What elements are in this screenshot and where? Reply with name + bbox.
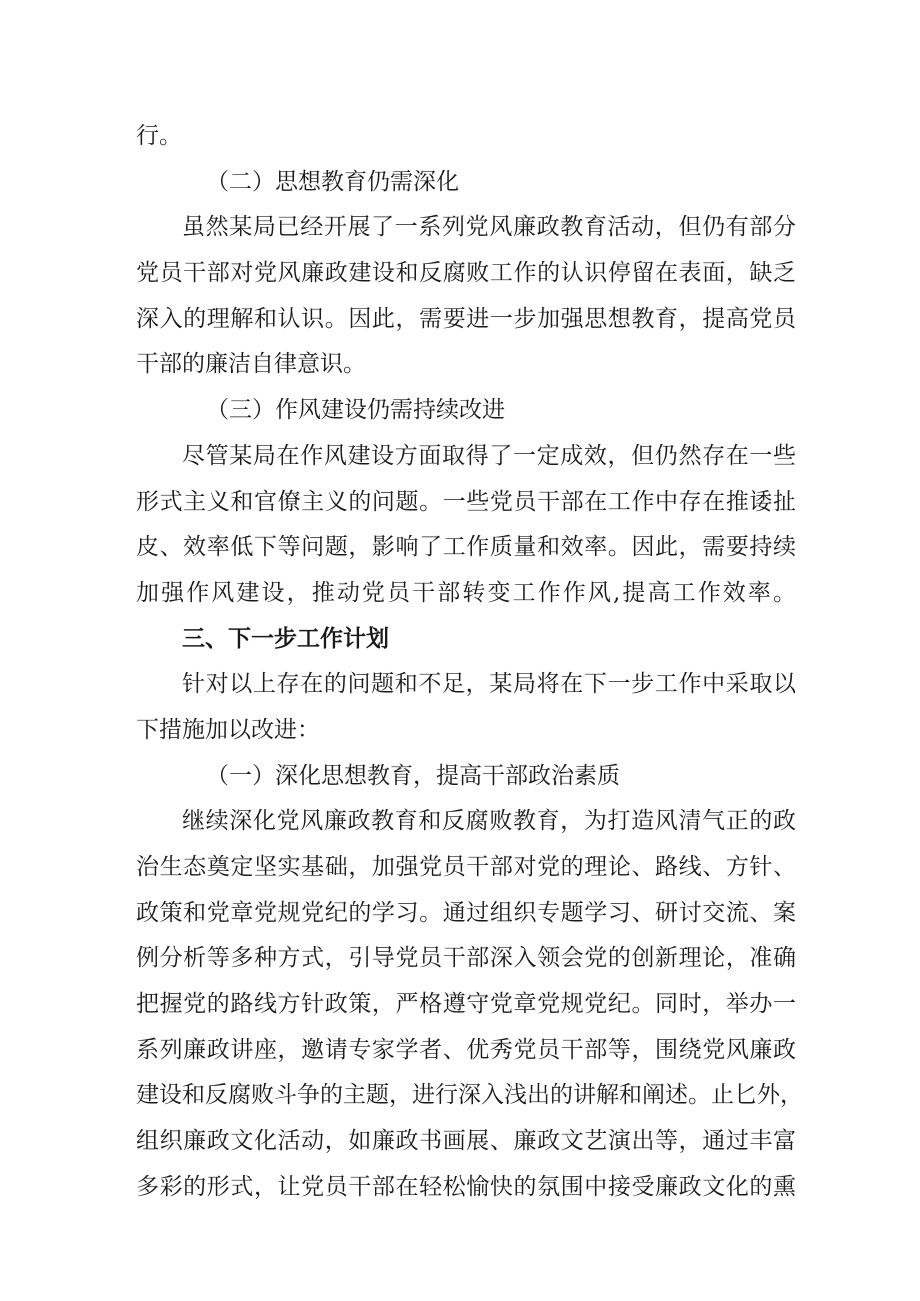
body-line: 皮、效率低下等问题，影响了工作质量和效率。因此，需要持续 bbox=[136, 534, 796, 561]
subheading-2: （二）思想教育仍需深化 bbox=[206, 168, 459, 195]
subheading-1: （一）深化思想教育，提高干部政治素质 bbox=[206, 762, 620, 789]
body-line: 形式主义和官僚主义的问题。一些党员干部在工作中存在推诿扯 bbox=[136, 488, 796, 515]
body-line: 下措施加以改进： bbox=[136, 716, 320, 743]
body-line: 建设和反腐败斗争的主题，进行深入浅出的讲解和阐述。止匕外， bbox=[136, 1082, 803, 1109]
body-line: 虽然某局已经开展了一系列党风廉政教育活动，但仍有部分 bbox=[182, 214, 796, 241]
body-line: 干部的廉洁自律意识。 bbox=[136, 351, 366, 378]
body-line: 加强作风建设，推动党员干部转变工作作风,提高工作效率。 bbox=[136, 579, 796, 606]
body-line: 组织廉政文化活动，如廉政书画展、廉政文艺演出等，通过丰富 bbox=[136, 1128, 796, 1155]
body-line: 把握党的路线方针政策，严格遵守党章党规党纪。同时，举办一 bbox=[136, 991, 796, 1018]
body-line: 例分析等多种方式，引导党员干部深入领会党的创新理论，准确 bbox=[136, 945, 796, 972]
body-line: 深入的理解和认识。因此，需要进一步加强思想教育，提高党员 bbox=[136, 305, 796, 332]
body-line: 系列廉政讲座，邀请专家学者、优秀党员干部等，围绕党风廉政 bbox=[136, 1036, 796, 1063]
document-body bbox=[136, 114, 803, 1211]
body-line: 党员干部对党风廉政建设和反腐败工作的认识停留在表面，缺乏 bbox=[136, 260, 796, 287]
body-line: 多彩的形式，让党员干部在轻松愉快的氛围中接受廉政文化的熏 bbox=[136, 1173, 796, 1200]
body-line: 继续深化党风廉政教育和反腐败教育，为打造风清气正的政 bbox=[182, 808, 796, 835]
body-line: 尽管某局在作风建设方面取得了一定成效，但仍然存在一些 bbox=[182, 442, 796, 469]
section-heading: 三、下一步工作计划 bbox=[182, 625, 389, 652]
body-line: 行。 bbox=[136, 123, 182, 149]
subheading-3: （三）作风建设仍需持续改进 bbox=[206, 397, 505, 424]
body-line: 政策和党章党规党纪的学习。通过组织专题学习、研讨交流、案 bbox=[136, 899, 796, 926]
body-line: 针对以上存在的问题和不足，某局将在下一步工作中采取以 bbox=[182, 671, 796, 698]
body-line: 治生态奠定坚实基础，加强党员干部对党的理论、路线、方针、 bbox=[136, 854, 796, 880]
